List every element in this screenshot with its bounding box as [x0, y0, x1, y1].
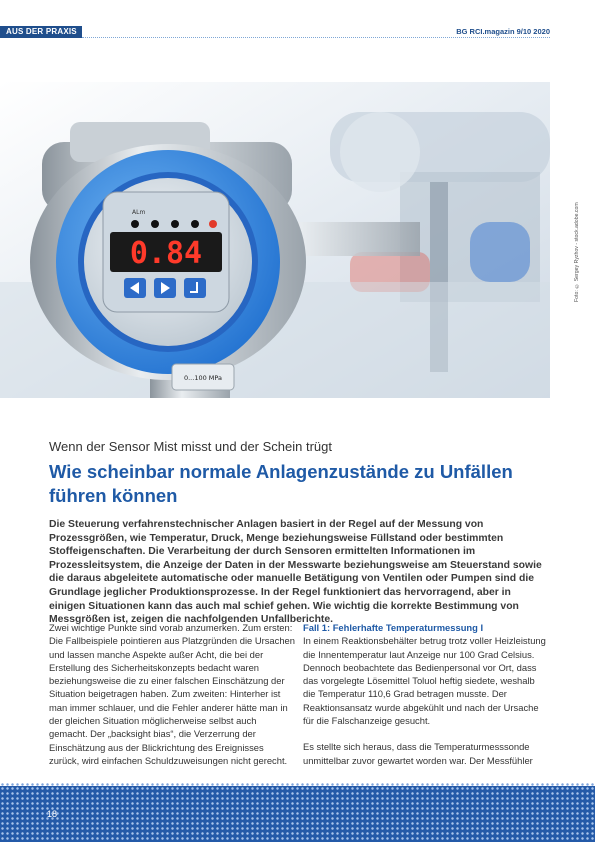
header-divider	[82, 37, 550, 38]
left-column-text: Zwei wichtige Punkte sind vorab anzumerken. Zum ersten: Die Fallbeispiele pointieren aus Platzgründen die Ursachen und lassen manche Aspekte außer Acht, die bei der Erstellung des Sicherheitskonzepts bedacht waren beziehungsweise die zu einer falschen Einschätzung der Situation beigetragen haben. Zum zweiten: Hinterher ist man immer schlauer, und die Fehler anderer hätte man in der gleichen Situation möglicherweise selbst auch gemacht. Der „backsight bias“, die Verzerrung der Einschätzung aus der Blickrichtung des Ereignisses zurück, wird einfachen Schuldzuweisungen nicht gerecht.	[49, 622, 295, 766]
hero-image	[0, 82, 550, 398]
pressure-transmitter-photo	[0, 82, 550, 398]
magazine-issue: BG RCI.magazin 9/10 2020	[456, 27, 550, 36]
right-column	[303, 621, 549, 780]
display-value: 0.84	[129, 236, 203, 271]
photo-credit: Foto: © Sergey Ryzhov - stock.adobe.com	[574, 202, 580, 302]
led-label: ALm	[132, 209, 146, 216]
case-heading: Fall 1: Fehlerhafte Temperaturmessung I	[303, 622, 484, 633]
article-headline: Wie scheinbar normale Anlagenzustände zu Unfällen führen können	[49, 461, 513, 506]
left-column	[49, 621, 295, 780]
article-intro: Die Steuerung verfahrenstechnischer Anlagen basiert in der Regel auf der Messung von Prozessgrößen, wie Temperatur, Druck, Menge beziehungsweise Füllstand oder bestimmten Stoffeigenschaften. Die Verarbeitung der durch Sensoren ermittelten Informationen im Prozessleitsystem, die Anzeige der Daten in der Messwarte beziehungsweise am Steuerstand sowie die daraus abgeleitete automatische oder manuelle Betätigung von Ventilen oder Pumpen sind die Grundlage jeglicher Produktionsprozesse. In der Regel funktioniert das hervorragend, aber in einigen Situationen kann das auch mal schief gehen. Wie wichtig die korrekte Bestimmung von Messgrößen ist, zeigen die nachfolgenden Unfallberichte.	[49, 519, 542, 626]
case-paragraph-2: Es stellte sich heraus, dass die Temperaturmesssonde unmittelbar zuvor gewartet worden war. Der Messfühler	[303, 741, 533, 766]
case-paragraph-1: In einem Reaktionsbehälter betrug trotz voller Heizleistung die Innentemperatur laut Anzeige nur 100 Grad Celsius. Dennoch beobachtete das Bedienpersonal vor Ort, dass das vorgelegte Lösemittel Toluol heftig siedete, weshalb die Temperatur 110,6 Grad betragen musste. Der Reaktionsansatz wurde abgekühlt und nach der Ursache für die Falschanzeige gesucht.	[303, 635, 546, 727]
section-tag: AUS DER PRAXIS	[0, 26, 82, 38]
footer-band	[0, 786, 595, 842]
page-number: 18	[47, 809, 58, 819]
article-kicker: Wenn der Sensor Mist misst und der Schein trügt	[49, 439, 332, 454]
device-range-label: 0...100 MPa	[183, 374, 223, 382]
